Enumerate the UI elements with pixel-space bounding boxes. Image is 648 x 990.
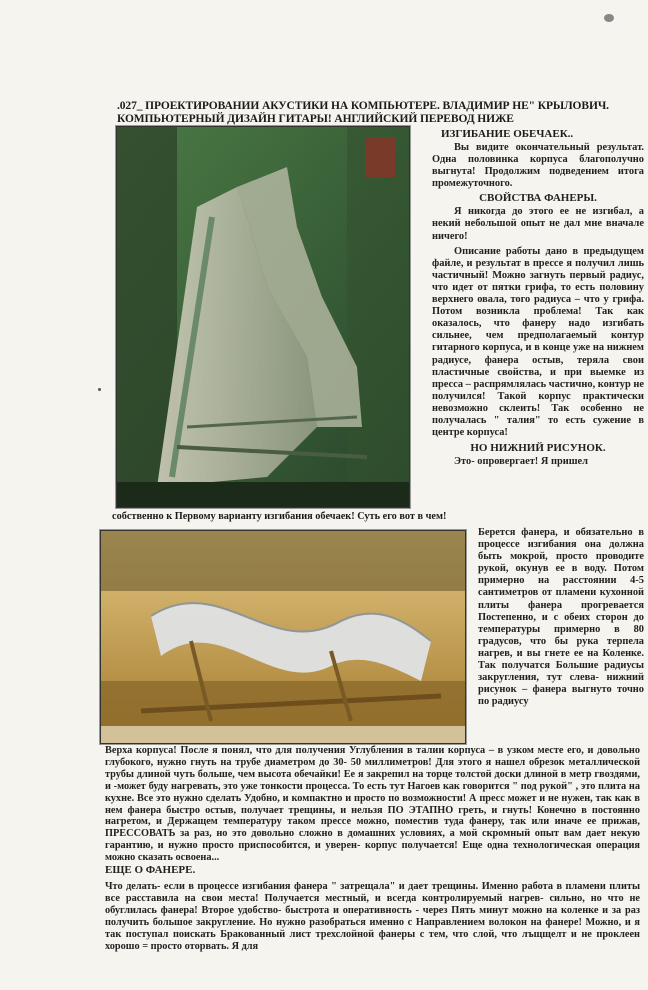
paragraph-waist-bending: Верха корпуса! После я понял, что для получения Углубления в талии корпуса – в узком месте его, и довольно глубокого, нужно гнуть на трубе диаметром до 30- 50 миллиметров! Для этого я нашел обрезок металлической трубы длиной чуть больше, чем высота обечайки! Ее я закрепил на торце толстой доски длиной в метр гвоздями, и -может буду нагревать, это уже тонкости процесса. То есть тут Нагоев как говорится " под рукой" , это плита на кухне. Все это нужно сделать Удобно, и компактно и просто по возможности! А пресс может и не нужен, так как в нем фанера быстро остыв, получает трещины, и нельзя ПО ЭТАПНО греть, и гнуть! Конечно в постоянно нагретом, и Держащем температуру таком прессе можно, поместив туда фанеру, так или иначе ее прижав, ПРЕССОВАТЬ за раз, но это довольно сложно в домашних условиях, а мой скромный опыт вам дает некую гарантию, и нужно просто приспособится, и уверен- корпус получается! Еще одна технологическая операция можно сказать освоена... xyxy=(105,745,640,864)
paragraph-press-problem: Описание работы дано в предыдущем файле, и результат в прессе я получил лишь частичный! Можно загнуть первый радиус, что идет от пятки грифа, то есть половину верхнего овала, того радиуса – что у грифа. Потом возникла проблема! Так как оказалось, что фанеру надо изгибать сильнее, чем предполагаемый контур гитарного корпуса, и в конце уже на нижнем радиусе, фанера остыв, теряла свои пластичные свойства, и при выемке из пресса – распрямлялась частично, контур не получился! Такой корпус практически невозможно склеить! Так особенно не получалась " талия" то есть сужение в центре корпуса! xyxy=(432,245,644,439)
document-header-line-1: .027_ ПРОЕКТИРОВАНИИ АКУСТИКИ НА КОМПЬЮТЕРЕ. ВЛАДИМИР НЕ" КРЫЛОВИЧ. xyxy=(117,100,609,112)
full-width-text xyxy=(105,745,640,953)
scan-speck xyxy=(604,14,614,22)
section-title-bending-sides: ИЗГИБАНИЕ ОБЕЧАЕК.. xyxy=(441,128,574,140)
photo-1-illustration xyxy=(117,127,409,507)
section-title-more-on-plywood: ЕЩЕ О ФАНЕРЕ. xyxy=(105,864,196,877)
photo-bent-plywood-on-form xyxy=(100,530,466,744)
photo-caption: собственно к Первому варианту изгибания обечаек! Суть его вот в чем! xyxy=(112,511,447,522)
paragraph-no-experience: Я никогда до этого ее не изгибал, а некий небольшой опыт не дал мне вначале ничего! xyxy=(432,206,644,242)
right-column-top-text xyxy=(432,142,644,468)
photo-bent-plywood-in-press xyxy=(116,126,410,508)
document-header-line-2: КОМПЬЮТЕРНЫЙ ДИЗАЙН ГИТАРЫ! АНГЛИЙСКИЙ ПЕРЕВОД НИЖЕ xyxy=(117,113,514,125)
paragraph-refutes: Это- опровергает! Я пришел xyxy=(454,456,588,468)
photo-2-illustration xyxy=(101,531,465,743)
paragraph-wet-plywood: Берется фанера, и обязательно в процессе изгибания она должна быть мокрой, просто проводите рукой, окунув ее в воду. Потом примерно на расстоянии 4-5 сантиметров от пламени кухонной плиты фанера прогревается Постепенно, и с обеих сторон до температуры примерно в 80 градусов, что бы рука терпела нагрев, и вы гнете ее на Коленке. Так получатся Большие радиусы закругления, тут слева- нижний рисунок – фанера выгнуто точно по радиусу xyxy=(478,527,644,708)
paragraph-cracking: Что делать- если в процессе изгибания фанера " затрещала" и дает трещины. Именно работа в пламени плиты все расставила на свои места! Получается местный, и всегда контролируемый нагрев- сильно, но что не обуглилась фанера! Второе удобство- быстрота и оперативность - через Пять минут можно на коленке и за раз получить большое закругление. Но нужно разобраться именно с Направлением волокон на фанере! Можно, и я так поступал поискать Бракованный лист трехслойной фанеры с тем, что слой, что лъщщелт и не проклеен хорошо = просто оторвать. Я для xyxy=(105,881,640,952)
paragraph-result: Вы видите окончательный результат. Одна половинка корпуса благополучно выгнута! Продолжим подведением итога промежуточного. xyxy=(432,142,644,190)
scan-speck xyxy=(98,388,101,391)
section-title-lower-picture: НО НИЖНИЙ РИСУНОК. xyxy=(470,442,606,455)
right-column-mid-text xyxy=(478,527,644,708)
section-title-plywood-properties: СВОЙСТВА ФАНЕРЫ. xyxy=(479,192,597,205)
